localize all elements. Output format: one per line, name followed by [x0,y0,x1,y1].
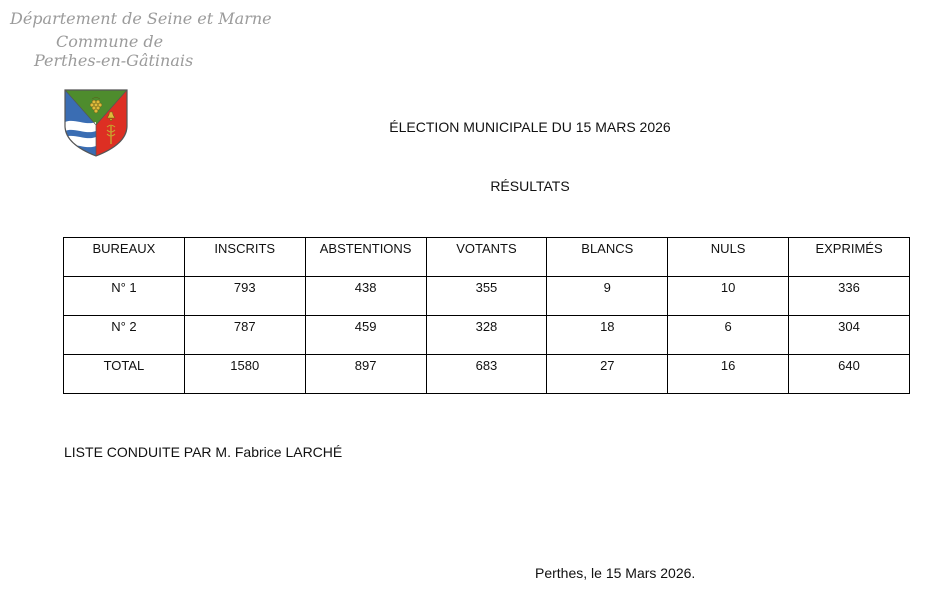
table-cell: TOTAL [64,355,185,394]
table-cell: 897 [305,355,426,394]
header-nuls: NULS [668,238,789,277]
table-cell: 10 [668,277,789,316]
header-exprimes: EXPRIMÉS [789,238,910,277]
table-cell: 1580 [184,355,305,394]
table-cell: 16 [668,355,789,394]
letterhead-departement: Département de Seine et Marne [10,9,272,28]
table-cell: N° 1 [64,277,185,316]
table-cell: 6 [668,316,789,355]
table-cell: 328 [426,316,547,355]
table-cell: 793 [184,277,305,316]
header-votants: VOTANTS [426,238,547,277]
table-cell: 355 [426,277,547,316]
table-cell: 683 [426,355,547,394]
table-cell: 438 [305,277,426,316]
letterhead-ville: Perthes-en-Gâtinais [34,51,194,70]
main-title: ÉLECTION MUNICIPALE DU 15 MARS 2026 [389,119,671,135]
table-cell: 459 [305,316,426,355]
table-row-total [64,355,910,394]
table-header-row [64,238,910,277]
header-abstentions: ABSTENTIONS [305,238,426,277]
date-place-line: Perthes, le 15 Mars 2026. [535,565,696,581]
header-inscrits: INSCRITS [184,238,305,277]
header-blancs: BLANCS [547,238,668,277]
table-row-bureau-2 [64,316,910,355]
table-cell: 640 [789,355,910,394]
table-cell: 9 [547,277,668,316]
header-bureaux: BUREAUX [64,238,185,277]
letterhead-commune: Commune de [56,32,164,51]
table-cell: 18 [547,316,668,355]
list-leader-line: LISTE CONDUITE PAR M. Fabrice LARCHÉ [64,444,343,460]
table-cell: 787 [184,316,305,355]
table-cell: 304 [789,316,910,355]
table-cell: 27 [547,355,668,394]
table-cell: N° 2 [64,316,185,355]
coat-of-arms-icon [62,88,130,158]
results-table [63,237,910,394]
table-row-bureau-1 [64,277,910,316]
results-subtitle: RÉSULTATS [490,178,570,194]
table-cell: 336 [789,277,910,316]
